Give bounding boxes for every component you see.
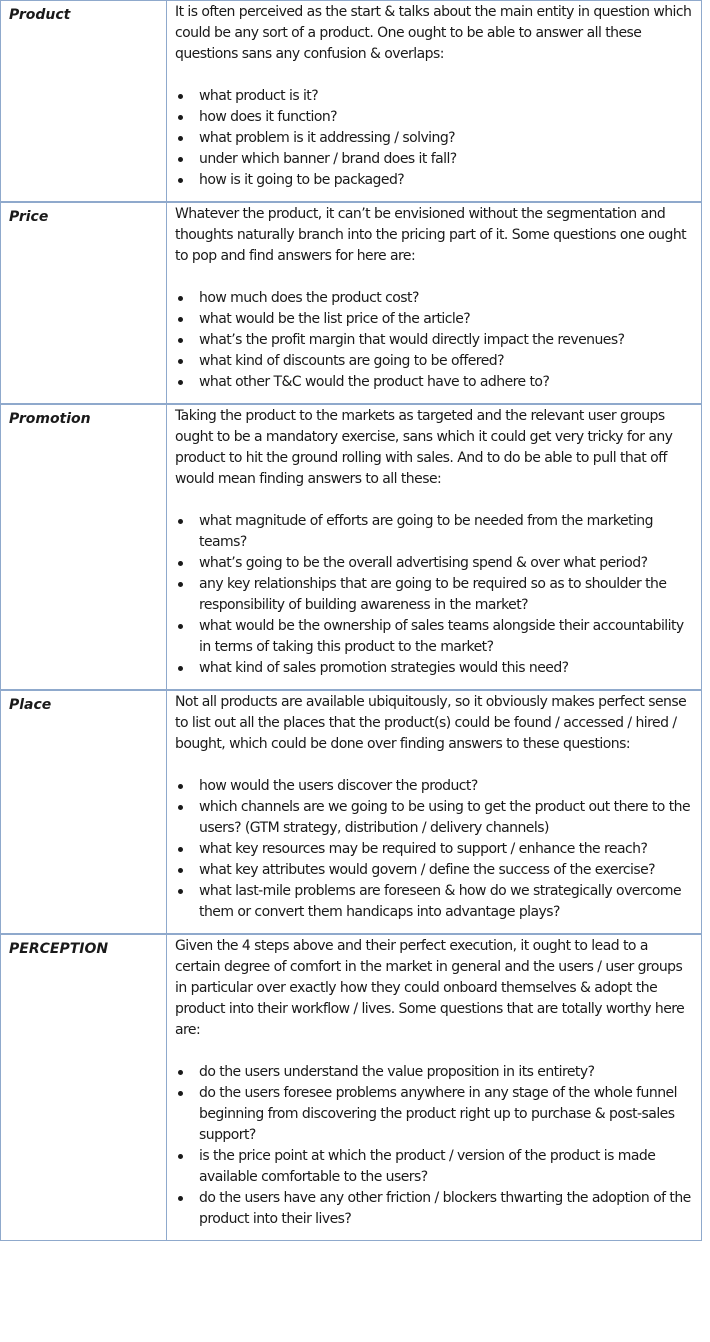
row-label: Price [9,209,49,225]
label-cell [1,202,167,404]
table-row [1,202,702,404]
bullet-item: how much does the product cost? [199,288,695,309]
row-content [167,203,701,403]
bullet-item: is the price point at which the product / version of the product is made available comfortable to the users? [199,1146,695,1188]
row-content [167,1,701,201]
bullet-list [175,1062,695,1230]
bullet-item: do the users foresee problems anywhere in any stage of the whole funnel beginning from discovering the product right up to purchase & post-sales support? [199,1083,695,1146]
bullet-item: how is it going to be packaged? [199,170,695,191]
row-content [167,691,701,933]
content-cell [167,404,702,690]
table-row [1,404,702,690]
bullet-list [175,776,695,923]
bullet-item: what product is it? [199,86,695,107]
content-cell [167,934,702,1241]
row-content [167,935,701,1240]
bullet-list [175,86,695,191]
row-intro: Whatever the product, it can’t be envisioned without the segmentation and thoughts naturally branch into the pricing part of it. Some questions one ought to pop and find answers for here are: [175,206,687,264]
row-intro: Taking the product to the markets as targeted and the relevant user groups ought to be a mandatory exercise, sans which it could get very tricky for any product to hit the ground rolling with sales. And to do be able to pull that off would mean finding answers to all these: [175,408,673,487]
content-cell [167,690,702,934]
bullet-item: how would the users discover the product? [199,776,695,797]
row-label: PERCEPTION [9,941,109,957]
bullet-item: any key relationships that are going to be required so as to shoulder the responsibility of building awareness in the market? [199,574,695,616]
label-cell [1,404,167,690]
content-cell [167,1,702,203]
label-cell [1,934,167,1241]
bullet-item: what’s going to be the overall advertising spend & over what period? [199,553,695,574]
table-row [1,1,702,203]
row-intro: Not all products are available ubiquitously, so it obviously makes perfect sense to list out all the places that the product(s) could be found / accessed / hired / bought, which could be done over finding answers to these questions: [175,694,687,752]
bullet-item: what last-mile problems are foreseen & how do we strategically overcome them or convert them handicaps into advantage plays? [199,881,695,923]
content-cell [167,202,702,404]
row-label: Product [9,7,71,23]
table-row [1,934,702,1241]
bullet-item: do the users understand the value proposition in its entirety? [199,1062,695,1083]
bullet-item: which channels are we going to be using to get the product out there to the users? (GTM strategy, distribution / delivery channels) [199,797,695,839]
row-label: Place [9,697,52,713]
label-cell [1,690,167,934]
bullet-list [175,288,695,393]
bullet-item: what problem is it addressing / solving? [199,128,695,149]
bullet-item: what key resources may be required to support / enhance the reach? [199,839,695,860]
bullet-item: what kind of sales promotion strategies would this need? [199,658,695,679]
bullet-list [175,511,695,679]
bullet-item: what key attributes would govern / define the success of the exercise? [199,860,695,881]
row-intro: Given the 4 steps above and their perfect execution, it ought to lead to a certain degree of comfort in the market in general and the users / user groups in particular over exactly how they could onboard themselves & adopt the product into their workflow / lives. Some questions that are totally worthy here are: [175,938,685,1038]
bullet-item: what other T&C would the product have to adhere to? [199,372,695,393]
bullet-item: what would be the ownership of sales teams alongside their accountability in terms of taking this product to the market? [199,616,695,658]
bullet-item: what magnitude of efforts are going to be needed from the marketing teams? [199,511,695,553]
row-intro: It is often perceived as the start & talks about the main entity in question which could be any sort of a product. One ought to be able to answer all these questions sans any confusion & overlaps: [175,4,692,62]
table-row [1,690,702,934]
row-label: Promotion [9,411,91,427]
table-body [1,1,702,1241]
bullet-item: what would be the list price of the article? [199,309,695,330]
row-content [167,405,701,689]
label-cell [1,1,167,203]
bullet-item: how does it function? [199,107,695,128]
bullet-item: under which banner / brand does it fall? [199,149,695,170]
bullet-item: what’s the profit margin that would directly impact the revenues? [199,330,695,351]
bullet-item: what kind of discounts are going to be offered? [199,351,695,372]
bullet-item: do the users have any other friction / blockers thwarting the adoption of the product into their lives? [199,1188,695,1230]
